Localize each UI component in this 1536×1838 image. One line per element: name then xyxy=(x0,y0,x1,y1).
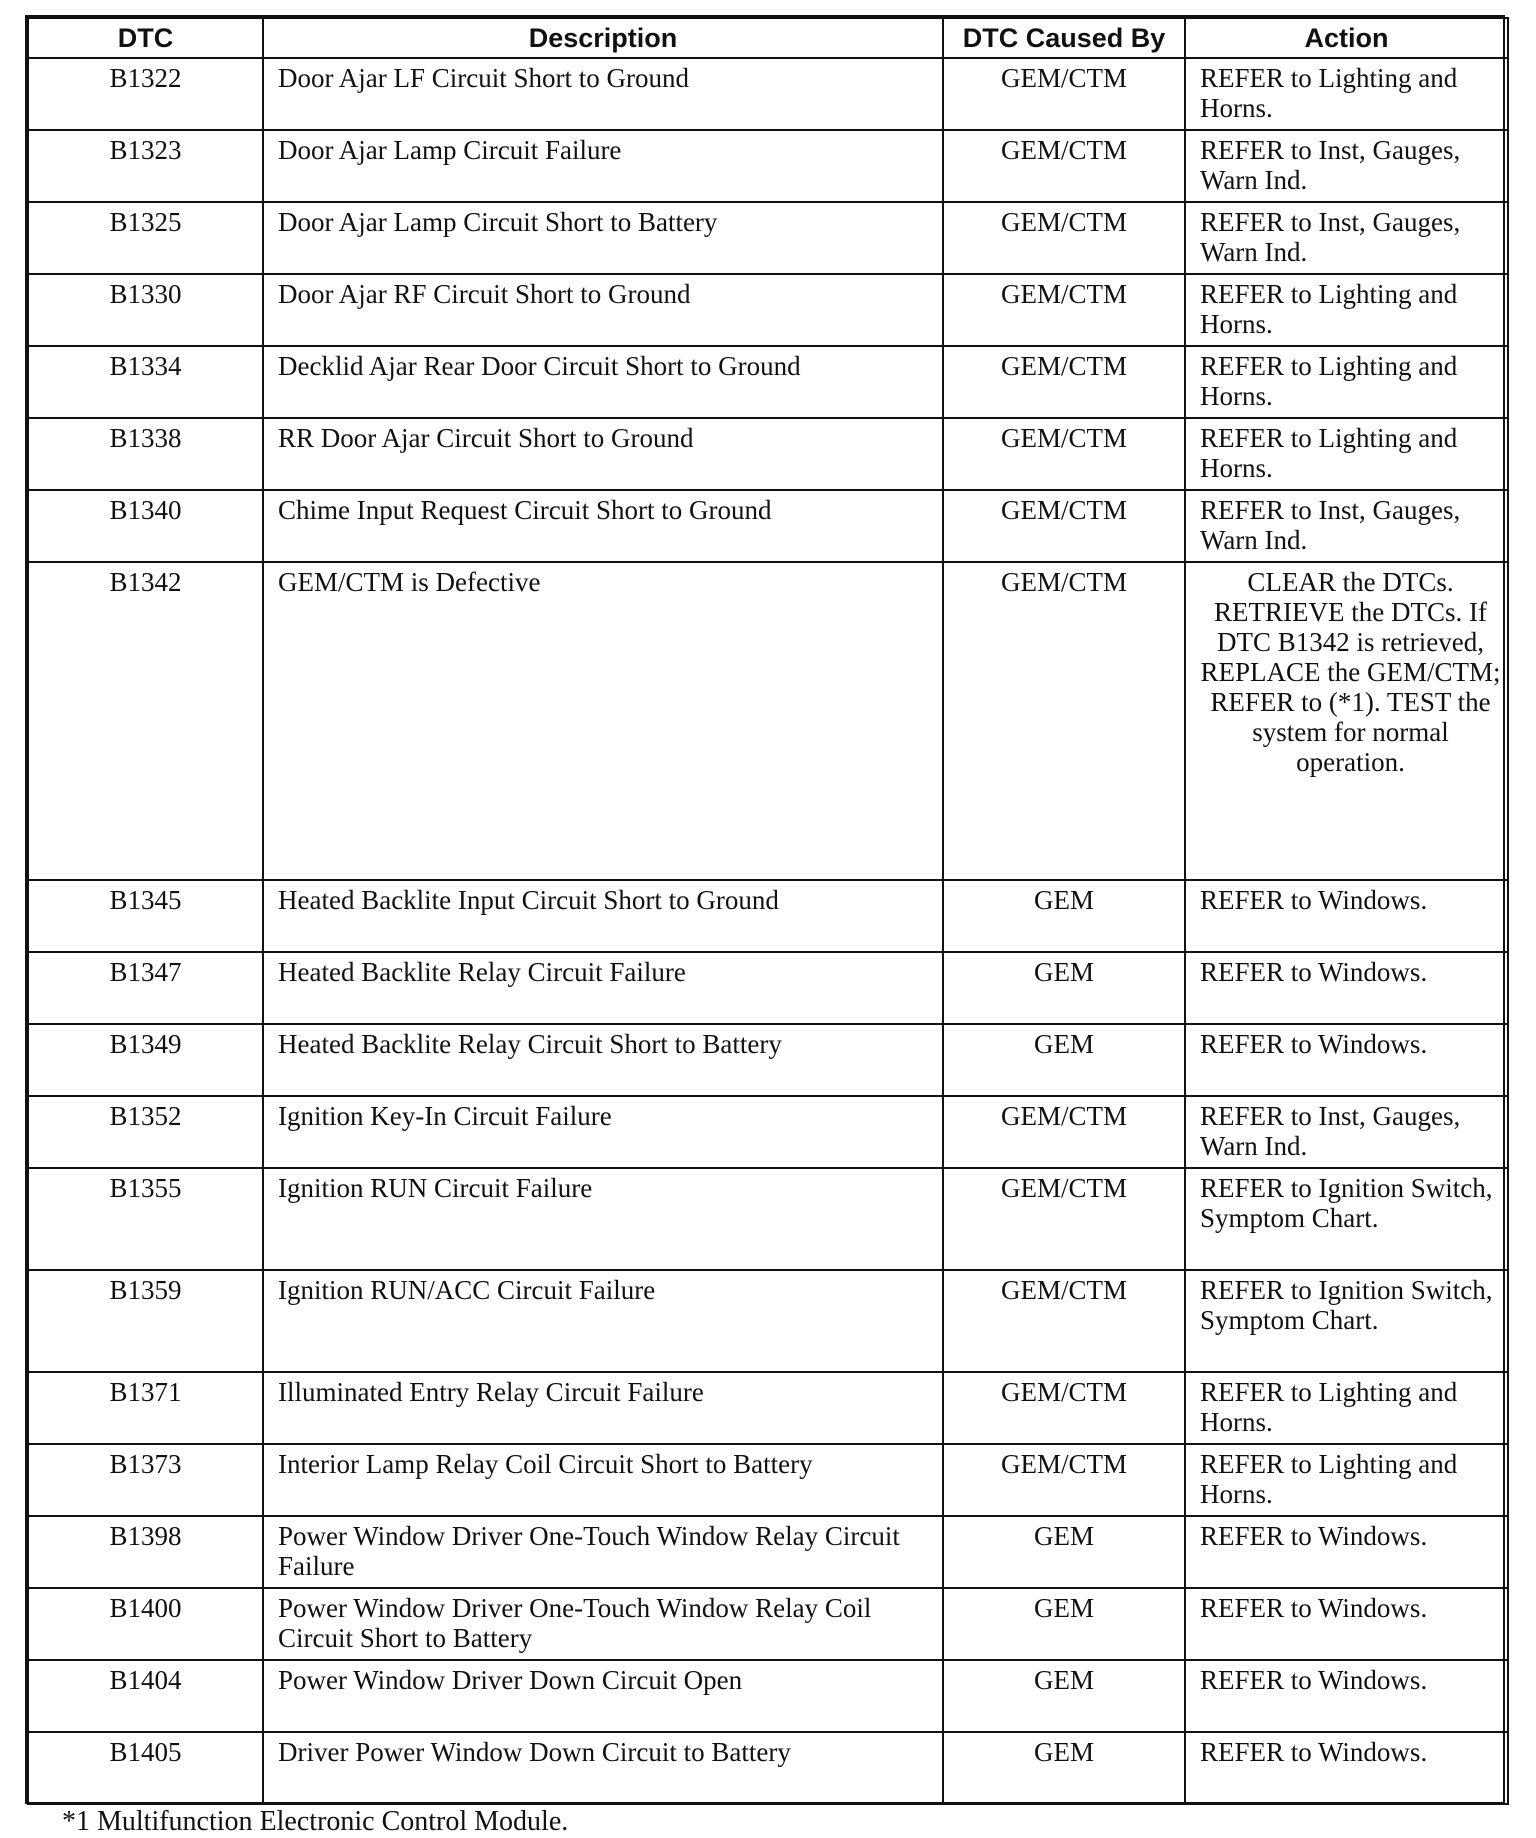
dtc-description: Decklid Ajar Rear Door Circuit Short to Ground xyxy=(263,346,943,418)
table-row xyxy=(28,1168,1508,1270)
dtc-code: B1345 xyxy=(28,880,263,952)
dtc-caused-by: GEM xyxy=(943,1588,1185,1660)
dtc-code: B1355 xyxy=(28,1168,263,1270)
dtc-description: Power Window Driver One-Touch Window Relay Coil Circuit Short to Battery xyxy=(263,1588,943,1660)
dtc-action: REFER to Lighting and Horns. xyxy=(1185,418,1508,490)
dtc-description: Chime Input Request Circuit Short to Ground xyxy=(263,490,943,562)
dtc-caused-by: GEM/CTM xyxy=(943,1168,1185,1270)
dtc-code: B1330 xyxy=(28,274,263,346)
dtc-description: Door Ajar Lamp Circuit Failure xyxy=(263,130,943,202)
dtc-caused-by: GEM xyxy=(943,1732,1185,1804)
dtc-caused-by: GEM xyxy=(943,952,1185,1024)
dtc-action: REFER to Windows. xyxy=(1185,1588,1508,1660)
dtc-description: Heated Backlite Relay Circuit Failure xyxy=(263,952,943,1024)
dtc-table-container xyxy=(25,15,1505,1804)
dtc-description: Ignition RUN Circuit Failure xyxy=(263,1168,943,1270)
table-row xyxy=(28,274,1508,346)
dtc-action: REFER to Lighting and Horns. xyxy=(1185,274,1508,346)
dtc-action: REFER to Inst, Gauges, Warn Ind. xyxy=(1185,490,1508,562)
table-row xyxy=(28,562,1508,880)
dtc-description: Heated Backlite Input Circuit Short to Ground xyxy=(263,880,943,952)
dtc-code: B1398 xyxy=(28,1516,263,1588)
dtc-code: B1322 xyxy=(28,58,263,130)
dtc-code: B1400 xyxy=(28,1588,263,1660)
dtc-description: Power Window Driver Down Circuit Open xyxy=(263,1660,943,1732)
dtc-code: B1338 xyxy=(28,418,263,490)
header-caused-by: DTC Caused By xyxy=(943,18,1185,58)
dtc-caused-by: GEM/CTM xyxy=(943,346,1185,418)
table-row xyxy=(28,1270,1508,1372)
dtc-caused-by: GEM xyxy=(943,880,1185,952)
dtc-code: B1404 xyxy=(28,1660,263,1732)
dtc-action: REFER to Windows. xyxy=(1185,1660,1508,1732)
dtc-description: Heated Backlite Relay Circuit Short to Battery xyxy=(263,1024,943,1096)
dtc-description: Interior Lamp Relay Coil Circuit Short to Battery xyxy=(263,1444,943,1516)
dtc-action: REFER to Windows. xyxy=(1185,952,1508,1024)
header-action: Action xyxy=(1185,18,1508,58)
dtc-caused-by: GEM/CTM xyxy=(943,202,1185,274)
dtc-description: Ignition RUN/ACC Circuit Failure xyxy=(263,1270,943,1372)
dtc-action: REFER to Inst, Gauges, Warn Ind. xyxy=(1185,1096,1508,1168)
dtc-action: REFER to Lighting and Horns. xyxy=(1185,346,1508,418)
dtc-caused-by: GEM/CTM xyxy=(943,490,1185,562)
dtc-action: REFER to Lighting and Horns. xyxy=(1185,1444,1508,1516)
dtc-code: B1347 xyxy=(28,952,263,1024)
dtc-code: B1340 xyxy=(28,490,263,562)
dtc-action: CLEAR the DTCs. RETRIEVE the DTCs. If DTC B1342 is retrieved, REPLACE the GEM/CTM; REFER to (*1). TEST the system for normal operation. xyxy=(1185,562,1508,880)
dtc-code: B1405 xyxy=(28,1732,263,1804)
dtc-caused-by: GEM/CTM xyxy=(943,418,1185,490)
dtc-code: B1323 xyxy=(28,130,263,202)
table-row xyxy=(28,1588,1508,1660)
table-row xyxy=(28,880,1508,952)
dtc-code: B1352 xyxy=(28,1096,263,1168)
dtc-description: Door Ajar RF Circuit Short to Ground xyxy=(263,274,943,346)
dtc-caused-by: GEM/CTM xyxy=(943,58,1185,130)
dtc-description: Ignition Key-In Circuit Failure xyxy=(263,1096,943,1168)
header-dtc: DTC xyxy=(28,18,263,58)
dtc-caused-by: GEM/CTM xyxy=(943,1270,1185,1372)
dtc-caused-by: GEM/CTM xyxy=(943,562,1185,880)
dtc-action: REFER to Windows. xyxy=(1185,1732,1508,1804)
dtc-caused-by: GEM/CTM xyxy=(943,1444,1185,1516)
dtc-code: B1325 xyxy=(28,202,263,274)
table-row xyxy=(28,418,1508,490)
table-row xyxy=(28,1732,1508,1804)
dtc-caused-by: GEM/CTM xyxy=(943,274,1185,346)
table-row xyxy=(28,1444,1508,1516)
table-row xyxy=(28,490,1508,562)
dtc-description: RR Door Ajar Circuit Short to Ground xyxy=(263,418,943,490)
dtc-code: B1371 xyxy=(28,1372,263,1444)
dtc-caused-by: GEM xyxy=(943,1516,1185,1588)
table-row xyxy=(28,346,1508,418)
dtc-code: B1373 xyxy=(28,1444,263,1516)
dtc-code: B1359 xyxy=(28,1270,263,1372)
footnote: *1 Multifunction Electronic Control Module. xyxy=(62,1806,569,1837)
table-header-row xyxy=(28,18,1508,58)
table-row xyxy=(28,1516,1508,1588)
table-row xyxy=(28,130,1508,202)
dtc-description: Power Window Driver One-Touch Window Relay Circuit Failure xyxy=(263,1516,943,1588)
dtc-caused-by: GEM/CTM xyxy=(943,1372,1185,1444)
dtc-action: REFER to Windows. xyxy=(1185,880,1508,952)
table-row xyxy=(28,202,1508,274)
table-row xyxy=(28,1660,1508,1732)
table-row xyxy=(28,1372,1508,1444)
dtc-description: Door Ajar LF Circuit Short to Ground xyxy=(263,58,943,130)
dtc-action: REFER to Windows. xyxy=(1185,1024,1508,1096)
dtc-table xyxy=(27,17,1509,1805)
dtc-action: REFER to Inst, Gauges, Warn Ind. xyxy=(1185,130,1508,202)
dtc-caused-by: GEM/CTM xyxy=(943,1096,1185,1168)
dtc-action: REFER to Ignition Switch, Symptom Chart. xyxy=(1185,1270,1508,1372)
dtc-description: Illuminated Entry Relay Circuit Failure xyxy=(263,1372,943,1444)
dtc-code: B1349 xyxy=(28,1024,263,1096)
table-row xyxy=(28,58,1508,130)
dtc-action: REFER to Windows. xyxy=(1185,1516,1508,1588)
dtc-code: B1342 xyxy=(28,562,263,880)
table-row xyxy=(28,1096,1508,1168)
dtc-caused-by: GEM xyxy=(943,1024,1185,1096)
dtc-action: REFER to Ignition Switch, Symptom Chart. xyxy=(1185,1168,1508,1270)
dtc-description: Door Ajar Lamp Circuit Short to Battery xyxy=(263,202,943,274)
dtc-action: REFER to Lighting and Horns. xyxy=(1185,1372,1508,1444)
header-description: Description xyxy=(263,18,943,58)
dtc-caused-by: GEM xyxy=(943,1660,1185,1732)
dtc-action: REFER to Inst, Gauges, Warn Ind. xyxy=(1185,202,1508,274)
dtc-description: GEM/CTM is Defective xyxy=(263,562,943,880)
table-row xyxy=(28,952,1508,1024)
dtc-caused-by: GEM/CTM xyxy=(943,130,1185,202)
table-row xyxy=(28,1024,1508,1096)
dtc-action: REFER to Lighting and Horns. xyxy=(1185,58,1508,130)
dtc-description: Driver Power Window Down Circuit to Battery xyxy=(263,1732,943,1804)
dtc-code: B1334 xyxy=(28,346,263,418)
